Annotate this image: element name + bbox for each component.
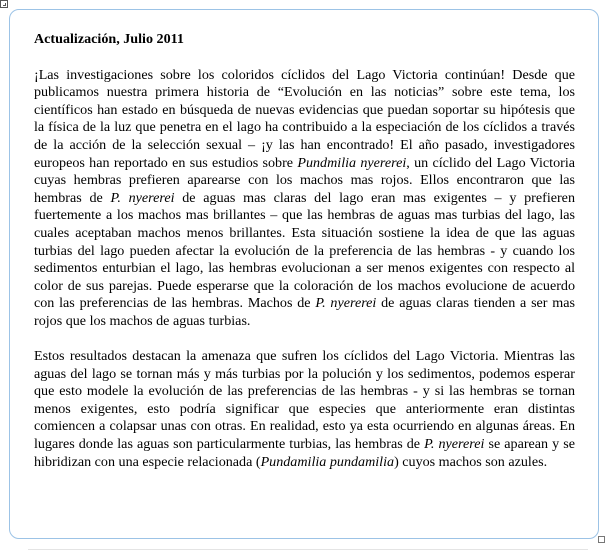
- paragraph-text: se aparean y se hibridizan con una especie relacionada (: [34, 436, 576, 470]
- paragraph-text: de aguas claras tienden a ser mas rojos que los machos de aguas turbias.: [34, 295, 575, 329]
- paragraph-text: ¡Las investigaciones sobre los coloridos cíclidos del Lago Victoria continúan! Desde que publicamos nuestra primera historia de “Evolución en las noticias” sobre este tema, los científicos han estado en búsqueda de nuevas evidencias que puedan soportar su hipótesis que la física de la luz que penetra en el lago ha contribuido a la especiación de los cíclidos a través de la acción de la selección sexual – ¡y las han encontrado! El año pasado, investigadores europeos han reportado en sus estudios sobre: [34, 66, 575, 171]
- paragraph-text: ) cuyos machos son azules.: [394, 453, 548, 470]
- article-content: [34, 31, 575, 471]
- paragraph-text: , un cíclido del Lago Victoria cuyas hembras prefieren aparearse con los machos mas rojos. Ellos encontraron que las hembras de: [34, 154, 576, 206]
- text-box-resize-handle[interactable]: [598, 536, 605, 543]
- species-name: P. nyererei: [315, 295, 377, 312]
- paragraph-text: de aguas mas claras del lago eran mas exigentes – y prefieren fuertemente a los machos mas brillantes – que las hembras de aguas mas turbias del lago, las cuales aceptaban machos menos brillantes. Esta situación sostiene la idea de que las aguas turbias del lago pueden afectar la evolución de la preferencia de las hembras - y cuando los sedimentos enturbian el lago, las hembras evolucionan a ser menos exigentes con respecto al color de sus parejas. Puede esperarse que la coloración de los machos evolucione de acuerdo con las preferencias de las hembras. Machos de: [34, 189, 575, 312]
- species-name: P. nyererei: [110, 189, 175, 206]
- species-name: P. nyererei: [424, 436, 485, 453]
- article-title: Actualización, Julio 2011: [34, 31, 184, 47]
- species-name: Pundamilia pundamilia: [260, 453, 395, 470]
- page-edge-divider: [28, 549, 588, 550]
- article-paragraph: [34, 67, 575, 331]
- article-paragraph: [34, 348, 575, 471]
- paragraph-text: Estos resultados destacan la amenaza que sufren los cíclidos del Lago Victoria. Mientras las aguas del lago se tornan más y más turbias por la polución y los sedimentos, podemos esperar que esto modele la evolución de las preferencias de las hembras - y si las hembras se tornan menos exigentes, esto podría significar que especies que anteriormente eran distintas comiencen a colapsar unas con otras. En realidad, esto ya esta ocurriendo en algunas áreas. En lugares donde las aguas son particularmente turbias, las hembras de: [34, 348, 575, 453]
- species-name: Pundmilia nyererei: [297, 154, 407, 171]
- text-box-anchor-handle[interactable]: [0, 0, 8, 8]
